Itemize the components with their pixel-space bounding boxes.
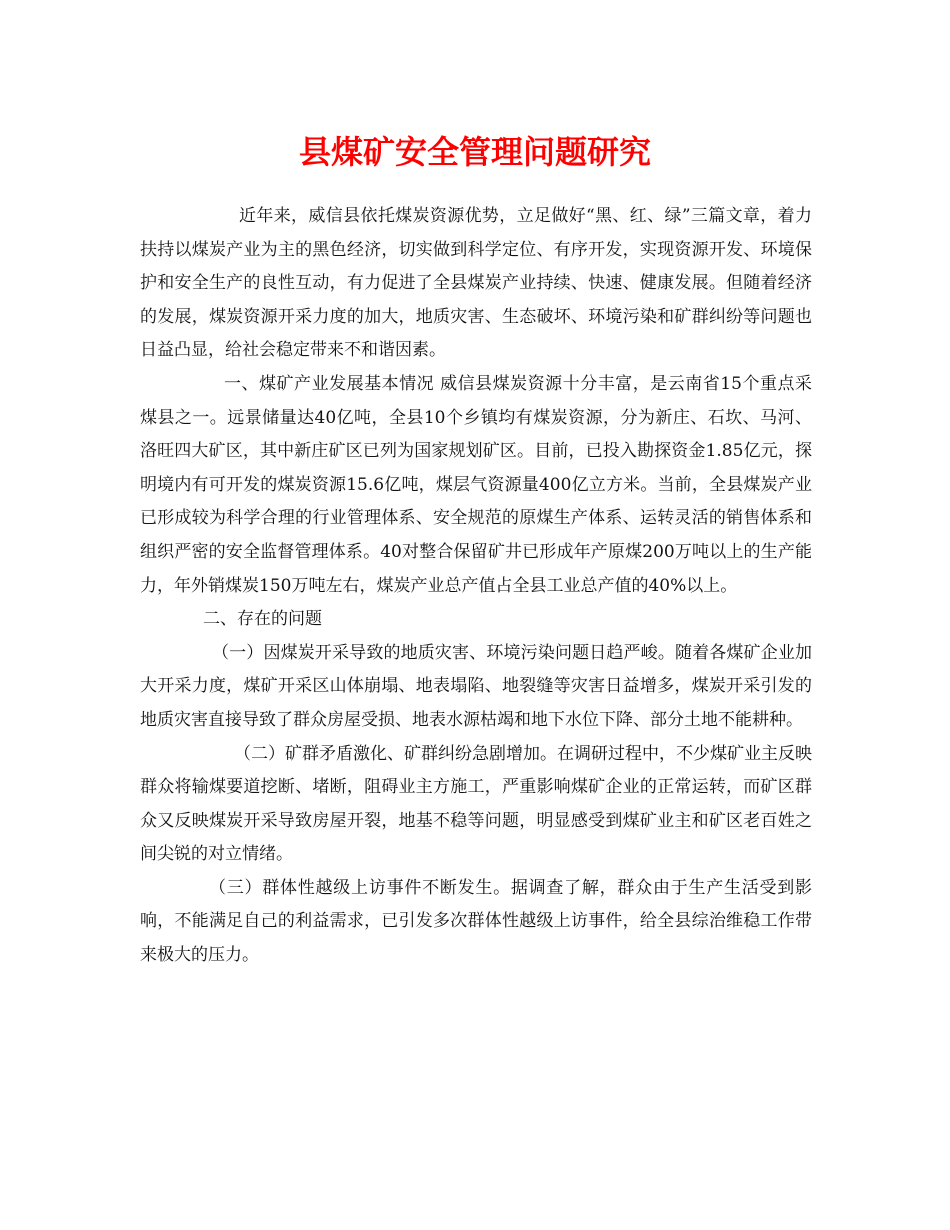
paragraph-intro: 近年来，威信县依托煤炭资源优势，立足做好“黑、红、绿”三篇文章，着力扶持以煤炭产业为主的黑色经济，切实做到科学定位、有序开发，实现资源开发、环境保护和安全生产的良性互动，有力促进了全县煤炭产业持续、快速、健康发展。但随着经济的发展，煤炭资源开采力度的加大，地质灾害、生态破坏、环境污染和矿群纠纷等问题也日益凸显，给社会稳定带来不和谐因素。: [140, 206, 812, 361]
document-body: [140, 200, 812, 973]
paragraph-problem-2: （二）矿群矛盾激化、矿群纠纷急剧增加。在调研过程中，不少煤矿业主反映群众将输煤要道挖断、堵断，阻碍业主方施工，严重影响煤矿企业的正常运转，而矿区群众又反映煤炭开采导致房屋开裂，地基不稳等问题，明显感受到煤矿业主和矿区老百姓之间尖锐的对立情绪。: [140, 743, 812, 865]
document-title: 县煤矿安全管理问题研究: [298, 133, 651, 171]
paragraph-problem-3: （三）群体性越级上访事件不断发生。据调查了解，群众由于生产生活受到影响，不能满足自己的利益需求，已引发多次群体性越级上访事件，给全县综治维稳工作带来极大的压力。: [140, 877, 812, 966]
paragraph-problem-1: （一）因煤炭开采导致的地质灾害、环境污染问题日趋严峻。随着各煤矿企业加大开采力度，煤矿开采区山体崩塌、地表塌陷、地裂缝等灾害日益增多，煤炭开采引发的地质灾害直接导致了群众房屋受损、地表水源枯竭和地下水位下降、部分土地不能耕种。: [140, 642, 812, 730]
paragraph-section-1: 一、煤矿产业发展基本情况 威信县煤炭资源十分丰富，是云南省15个重点采煤县之一。远景储量达40亿吨，全县10个乡镇均有煤炭资源，分为新庄、石坎、马河、洛旺四大矿区，其中新庄矿区已列为国家规划矿区。目前，已投入勘探资金1.85亿元，探明境内有可开发的煤炭资源15.6亿吨，煤层气资源量400亿立方米。当前，全县煤炭产业已形成较为科学合理的行业管理体系、安全规范的原煤生产体系、运转灵活的销售体系和组织严密的安全监督管理体系。40对整合保留矿井已形成年产原煤200万吨以上的生产能力，年外销煤炭150万吨左右，煤炭产业总产值占全县工业总产值的40%以上。: [140, 373, 812, 596]
heading-section-2: 二、存在的问题: [203, 609, 322, 630]
